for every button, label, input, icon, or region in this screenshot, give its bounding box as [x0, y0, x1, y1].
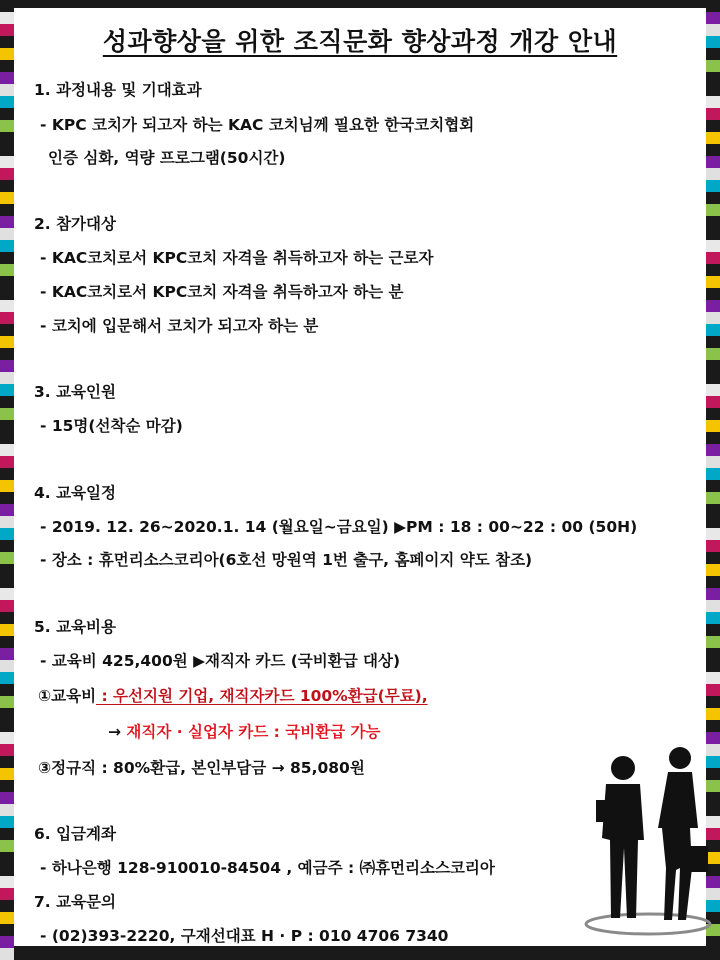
border-stripe-segment: [706, 84, 720, 96]
section-1-line-1: - KPC 코치가 되고자 하는 KAC 코치님께 필요한 한국코치협회: [40, 116, 475, 134]
border-stripe-segment: [0, 360, 14, 372]
border-stripe-segment: [706, 372, 720, 384]
border-stripe-segment: [0, 216, 14, 228]
border-stripe-segment: [0, 552, 14, 564]
border-stripe-segment: [706, 672, 720, 684]
border-stripe-segment: [0, 672, 14, 684]
border-stripe-segment: [706, 612, 720, 624]
border-stripe-segment: [0, 96, 14, 108]
border-stripe-segment: [0, 144, 14, 156]
border-stripe-segment: [0, 744, 14, 756]
section-3-heading: 3. 교육인원: [34, 383, 116, 401]
border-stripe-segment: [706, 252, 720, 264]
border-stripe-segment: [0, 816, 14, 828]
border-stripe-segment: [0, 480, 14, 492]
border-stripe-segment: [706, 408, 720, 420]
border-stripe-segment: [706, 72, 720, 84]
border-stripe-segment: [706, 624, 720, 636]
border-stripe-segment: [0, 756, 14, 768]
border-stripe-segment: [0, 612, 14, 624]
border-stripe-segment: [0, 708, 14, 720]
border-stripe-segment: [0, 156, 14, 168]
border-stripe-segment: [0, 456, 14, 468]
border-stripe-segment: [0, 516, 14, 528]
border-stripe-segment: [0, 624, 14, 636]
section-4-heading: 4. 교육일정: [34, 484, 116, 502]
border-stripe-segment: [0, 396, 14, 408]
border-stripe-segment: [0, 132, 14, 144]
border-stripe-segment: [0, 492, 14, 504]
border-stripe-segment: [0, 720, 14, 732]
border-stripe-segment: [0, 336, 14, 348]
border-stripe-segment: [706, 600, 720, 612]
section-2-line-2: - KAC코치로서 KPC코치 자격을 취득하고자 하는 분: [40, 283, 404, 301]
section-2-line-1: - KAC코치로서 KPC코치 자격을 취득하고자 하는 근로자: [40, 249, 434, 267]
border-stripe-segment: [706, 528, 720, 540]
border-stripe-segment: [0, 780, 14, 792]
border-stripe-segment: [706, 552, 720, 564]
border-stripe-segment: [0, 348, 14, 360]
border-stripe-segment: [0, 648, 14, 660]
border-stripe-segment: [0, 324, 14, 336]
border-stripe-segment: [706, 360, 720, 372]
border-stripe-segment: [706, 300, 720, 312]
border-stripe-segment: [706, 384, 720, 396]
border-stripe-segment: [0, 444, 14, 456]
border-stripe-segment: [0, 876, 14, 888]
border-stripe-segment: [706, 348, 720, 360]
border-stripe-segment: [706, 636, 720, 648]
border-stripe-segment: [706, 0, 720, 12]
border-stripe-segment: [0, 528, 14, 540]
border-stripe-segment: [706, 684, 720, 696]
border-stripe-segment: [0, 924, 14, 936]
border-stripe-segment: [706, 648, 720, 660]
border-stripe-segment: [0, 564, 14, 576]
section-5-line-3: [108, 720, 380, 742]
section-5-line-2-prefix: ①교육비: [38, 687, 97, 705]
border-stripe-segment: [0, 252, 14, 264]
border-stripe-segment: [0, 240, 14, 252]
border-stripe-segment: [0, 948, 14, 960]
section-1-line-2: 인증 심화, 역량 프로그램(50시간): [48, 149, 286, 167]
border-stripe-segment: [706, 396, 720, 408]
border-stripe-segment: [0, 204, 14, 216]
border-stripe-segment: [0, 0, 14, 12]
border-stripe-segment: [706, 204, 720, 216]
border-stripe-segment: [0, 372, 14, 384]
border-stripe-segment: [0, 300, 14, 312]
border-stripe-segment: [0, 540, 14, 552]
border-stripe-segment: [0, 312, 14, 324]
section-5-heading: 5. 교육비용: [34, 618, 116, 636]
border-stripe-segment: [706, 120, 720, 132]
border-stripe-segment: [0, 732, 14, 744]
left-decorative-border: [0, 0, 14, 960]
border-stripe-segment: [706, 324, 720, 336]
border-stripe-segment: [706, 540, 720, 552]
border-stripe-segment: [0, 228, 14, 240]
section-5-line-2: [38, 684, 428, 706]
border-stripe-segment: [0, 888, 14, 900]
border-stripe-segment: [0, 768, 14, 780]
border-stripe-segment: [0, 660, 14, 672]
border-stripe-segment: [706, 420, 720, 432]
border-stripe-segment: [706, 456, 720, 468]
border-stripe-segment: [706, 564, 720, 576]
border-stripe-segment: [706, 276, 720, 288]
border-stripe-segment: [706, 144, 720, 156]
section-6-heading: 6. 입금계좌: [34, 825, 116, 843]
border-stripe-segment: [706, 288, 720, 300]
section-5-line-1: - 교육비 425,400원 ▶재직자 카드 (국비환급 대상): [40, 652, 401, 670]
section-2-heading: 2. 참가대상: [34, 215, 116, 233]
section-6-line-1: - 하나은행 128-910010-84504 , 예금주 : ㈜휴먼리소스코리아: [40, 859, 495, 877]
border-stripe-segment: [706, 132, 720, 144]
border-stripe-segment: [0, 636, 14, 648]
border-stripe-segment: [0, 696, 14, 708]
border-stripe-segment: [706, 696, 720, 708]
border-stripe-segment: [706, 60, 720, 72]
border-stripe-segment: [0, 912, 14, 924]
section-2-line-3: - 코치에 입문해서 코치가 되고자 하는 분: [40, 317, 319, 335]
border-stripe-segment: [0, 792, 14, 804]
border-stripe-segment: [706, 192, 720, 204]
border-stripe-segment: [0, 84, 14, 96]
border-stripe-segment: [0, 264, 14, 276]
border-stripe-segment: [0, 900, 14, 912]
border-stripe-segment: [706, 240, 720, 252]
business-people-silhouette-icon: [578, 728, 718, 940]
border-stripe-segment: [706, 180, 720, 192]
border-stripe-segment: [706, 168, 720, 180]
border-stripe-segment: [706, 948, 720, 960]
border-stripe-segment: [0, 852, 14, 864]
border-stripe-segment: [0, 108, 14, 120]
section-7-heading: 7. 교육문의: [34, 893, 116, 911]
border-stripe-segment: [706, 228, 720, 240]
border-stripe-segment: [706, 444, 720, 456]
border-stripe-segment: [706, 492, 720, 504]
section-7-line-1: - (02)393-2220, 구재선대표 H · P : 010 4706 7340: [40, 927, 449, 945]
border-stripe-segment: [0, 840, 14, 852]
border-stripe-segment: [0, 468, 14, 480]
border-stripe-segment: [0, 600, 14, 612]
border-stripe-segment: [0, 120, 14, 132]
border-stripe-segment: [706, 468, 720, 480]
border-stripe-segment: [0, 828, 14, 840]
border-stripe-segment: [706, 156, 720, 168]
border-stripe-segment: [0, 504, 14, 516]
bottom-border: [14, 946, 706, 960]
border-stripe-segment: [706, 312, 720, 324]
border-stripe-segment: [0, 576, 14, 588]
border-stripe-segment: [0, 432, 14, 444]
border-stripe-segment: [0, 192, 14, 204]
section-5-line-2-red: : 우선지원 기업, 재직자카드 100%환급(무료),: [96, 687, 428, 705]
border-stripe-segment: [706, 264, 720, 276]
border-stripe-segment: [0, 60, 14, 72]
section-1-heading: 1. 과정내용 및 기대효과: [34, 81, 202, 99]
border-stripe-segment: [706, 336, 720, 348]
border-stripe-segment: [0, 276, 14, 288]
border-stripe-segment: [706, 576, 720, 588]
border-stripe-segment: [0, 936, 14, 948]
border-stripe-segment: [0, 384, 14, 396]
border-stripe-segment: [0, 804, 14, 816]
section-5-line-3-red: 재직자 · 실업자 카드 : 국비환급 가능: [126, 723, 381, 741]
border-stripe-segment: [706, 432, 720, 444]
border-stripe-segment: [706, 216, 720, 228]
section-4-line-1: - 2019. 12. 26~2020.1. 14 (월요일~금요일) ▶PM : 18 : 00~22 : 00 (50H): [40, 518, 638, 536]
border-stripe-segment: [706, 96, 720, 108]
border-stripe-segment: [0, 168, 14, 180]
section-3-line-1: - 15명(선착순 마감): [40, 417, 183, 435]
top-border: [14, 0, 706, 8]
border-stripe-segment: [0, 408, 14, 420]
border-stripe-segment: [0, 72, 14, 84]
border-stripe-segment: [706, 516, 720, 528]
border-stripe-segment: [0, 864, 14, 876]
section-5-arrow: →: [108, 723, 127, 741]
border-stripe-segment: [706, 504, 720, 516]
section-5-line-4: ③정규직 : 80%환급, 본인부담금 → 85,080원: [38, 759, 365, 777]
border-stripe-segment: [0, 420, 14, 432]
border-stripe-segment: [706, 660, 720, 672]
border-stripe-segment: [706, 588, 720, 600]
section-4-line-2: - 장소 : 휴먼리소스코리아(6호선 망원역 1번 출구, 홈페이지 약도 참조): [40, 551, 533, 569]
border-stripe-segment: [0, 588, 14, 600]
page-title: 성과향상을 위한 조직문화 향상과정 개강 안내: [102, 27, 618, 56]
border-stripe-segment: [0, 684, 14, 696]
border-stripe-segment: [706, 108, 720, 120]
border-stripe-segment: [0, 288, 14, 300]
border-stripe-segment: [706, 480, 720, 492]
border-stripe-segment: [0, 180, 14, 192]
border-stripe-segment: [706, 708, 720, 720]
